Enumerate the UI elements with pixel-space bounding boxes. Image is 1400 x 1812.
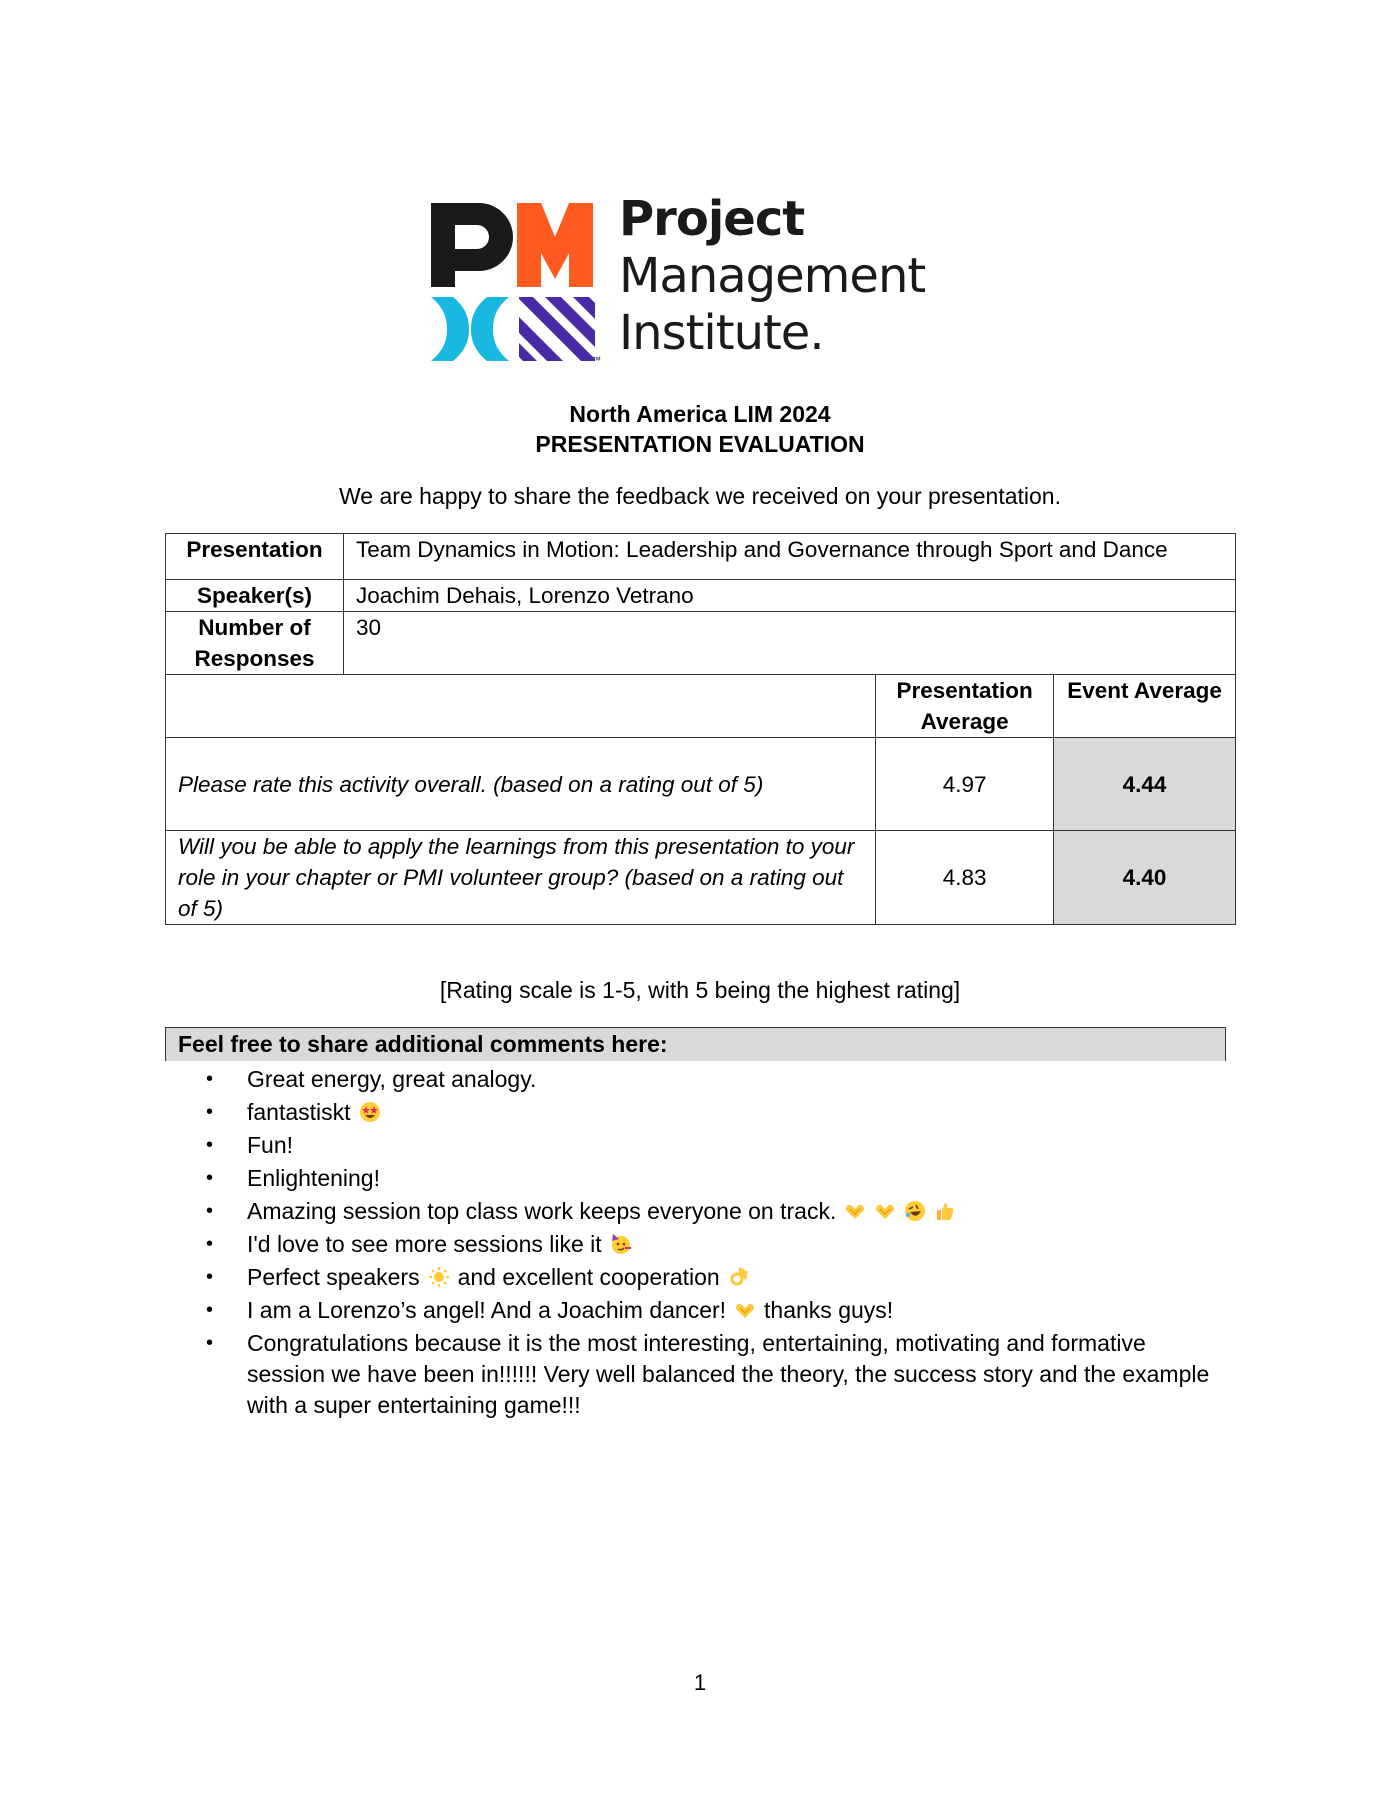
rating-question: Please rate this activity overall. (based on a rating out of 5) [166,738,876,831]
presentation-average-header: Presentation Average [876,675,1054,738]
rolling-laughing-face-icon [904,1200,926,1222]
rating-row [166,831,1236,925]
heart-hands-icon [874,1200,896,1222]
list-item: • fantastiskt [165,1097,1225,1128]
responses-row [166,612,1236,675]
event-average-header: Event Average [1054,675,1236,738]
presentation-average-value: 4.83 [876,831,1054,925]
rating-question: Will you be able to apply the learnings from this presentation to your role in your chapter or PMI volunteer group? (based on a rating out of 5) [166,831,876,925]
ratings-header-row [166,675,1236,738]
logo-text-institute: Institute. [619,305,824,361]
list-item: • Fun! [165,1130,1225,1161]
list-item: • I'd love to see more sessions like it [165,1229,1225,1260]
rating-row [166,738,1236,831]
star-struck-face-icon [359,1101,381,1123]
logo-trademark: ™ [592,355,601,365]
ok-hand-icon [728,1266,750,1288]
partying-face-icon [610,1233,632,1255]
pmi-logo-mark-icon [427,195,602,370]
logo-text-project: Project [619,191,805,247]
speakers-label: Speaker(s) [166,580,344,612]
pmi-logo [427,191,975,370]
list-item: • Congratulations because it is the most interesting, entertaining, motivating and formative session we have been in!!!!!! Very well balanced the theory, the success story and the example with a super entertaining game!!! [165,1328,1225,1421]
rating-scale-note: [Rating scale is 1-5, with 5 being the highest rating] [439,977,961,1003]
responses-value: 30 [343,612,1235,675]
thumbs-up-icon [934,1200,956,1222]
heart-hands-icon [844,1200,866,1222]
comments-list [165,1064,1225,1423]
evaluation-table [165,533,1236,925]
event-average-value: 4.40 [1054,831,1236,925]
heart-hands-icon [734,1299,756,1321]
event-title: North America LIM 2024 [569,401,831,427]
list-item: • Enlightening! [165,1163,1225,1194]
page-number: 1 [693,1670,707,1695]
presentation-value: Team Dynamics in Motion: Leadership and Governance through Sport and Dance [343,534,1235,580]
responses-label: Number of Responses [166,612,344,675]
comments-heading: Feel free to share additional comments here: [165,1027,1226,1061]
event-average-value: 4.44 [1054,738,1236,831]
speakers-row [166,580,1236,612]
presentation-row [166,534,1236,580]
presentation-average-value: 4.97 [876,738,1054,831]
list-item: • Amazing session top class work keeps everyone on track. [165,1196,1225,1227]
speakers-value: Joachim Dehais, Lorenzo Vetrano [343,580,1235,612]
presentation-label: Presentation [166,534,344,580]
document-title: PRESENTATION EVALUATION [535,431,865,457]
intro-text: We are happy to share the feedback we received on your presentation. [339,483,1061,509]
list-item: • Perfect speakers and excellent cooperation [165,1262,1225,1293]
logo-text-management: Management [619,248,926,304]
list-item: • Great energy, great analogy. [165,1064,1225,1095]
list-item: • I am a Lorenzo’s angel! And a Joachim dancer! thanks guys! [165,1295,1225,1326]
sun-icon [428,1266,450,1288]
empty-header-cell [166,675,876,738]
